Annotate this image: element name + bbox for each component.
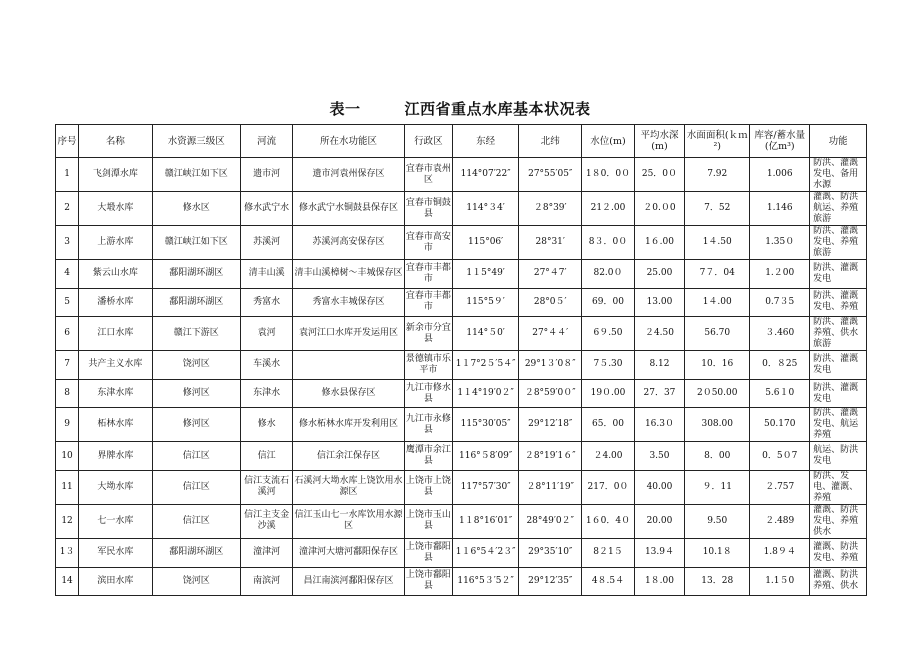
cell-longitude: 114°07′22″	[453, 158, 519, 192]
cell-index: 10	[56, 442, 79, 471]
cell-avg-depth: 20.00	[634, 504, 684, 538]
table-row	[56, 226, 867, 260]
cell-capacity: 1.8９４	[750, 538, 810, 567]
cell-avg-depth: 25.00	[634, 260, 684, 289]
cell-river: 遗市河	[240, 158, 293, 192]
cell-admin-region: 九江市修水县	[404, 379, 452, 408]
cell-longitude: 114°３4′	[453, 192, 519, 226]
cell-surface-area: 13．28	[685, 567, 750, 596]
cell-surface-area: ９．11	[685, 470, 750, 504]
cell-capacity: 0．８25	[750, 351, 810, 380]
cell-avg-depth: ２4.50	[634, 317, 684, 351]
table-row	[56, 351, 867, 380]
cell-function: 灌溉、防洪养殖、供水	[810, 567, 867, 596]
cell-function-zone: 昌江南滨河鄱阳保存区	[293, 567, 404, 596]
cell-function-zone: 袁河江口水库开发运用区	[293, 317, 404, 351]
cell-index: 5	[56, 288, 79, 317]
cell-river: 信江主支金沙溪	[240, 504, 293, 538]
cell-surface-area: 9.50	[685, 504, 750, 538]
cell-function-zone: 修水县保存区	[293, 379, 404, 408]
table-row	[56, 538, 867, 567]
cell-river: 信江支流石溪河	[240, 470, 293, 504]
cell-function: 灌溉、防洪发电、养殖供水	[810, 504, 867, 538]
cell-index: 8	[56, 379, 79, 408]
cell-admin-region: 上饶市玉山县	[404, 504, 452, 538]
cell-admin-region: 上饶市鄱阳县	[404, 567, 452, 596]
cell-water-region: 赣江峡江如下区	[152, 226, 240, 260]
cell-function: 防洪、灌溉发电、养殖	[810, 288, 867, 317]
table-row	[56, 288, 867, 317]
cell-avg-depth: 27．37	[634, 379, 684, 408]
cell-function: 防洪、灌溉发电、备用水源	[810, 158, 867, 192]
cell-index: 14	[56, 567, 79, 596]
header-water-level: 水位(m)	[582, 125, 635, 158]
table-row	[56, 442, 867, 471]
cell-surface-area: 1４.50	[685, 226, 750, 260]
table-row	[56, 504, 867, 538]
cell-longitude: 115°30′05″	[453, 408, 519, 442]
cell-function: 防洪、灌溉发电	[810, 379, 867, 408]
cell-latitude: 28°49′0２″	[519, 504, 582, 538]
cell-river: 修水武宁水	[240, 192, 293, 226]
cell-surface-area: 7７．04	[685, 260, 750, 289]
cell-water-level: 8２1５	[582, 538, 635, 567]
cell-admin-region: 鹰潭市余江县	[404, 442, 452, 471]
cell-name: 东津水库	[79, 379, 153, 408]
cell-function: 防洪、灌溉发电、养殖旅游	[810, 226, 867, 260]
cell-latitude: ２8°11′19″	[519, 470, 582, 504]
cell-avg-depth: 25．0０	[634, 158, 684, 192]
header-admin-region: 行政区	[404, 125, 452, 158]
cell-water-level: 7５.30	[582, 351, 635, 380]
header-function: 功能	[810, 125, 867, 158]
cell-capacity: 1.1５0	[750, 567, 810, 596]
cell-water-level: 6９.50	[582, 317, 635, 351]
cell-admin-region: 上饶市鄱阳县	[404, 538, 452, 567]
cell-name: 七一水库	[79, 504, 153, 538]
cell-water-region: 鄱阳湖环湖区	[152, 260, 240, 289]
cell-index: 1３	[56, 538, 79, 567]
cell-water-region: 饶河区	[152, 567, 240, 596]
cell-capacity: ２.757	[750, 470, 810, 504]
cell-name: 共产主义水库	[79, 351, 153, 380]
cell-function-zone: 修水武宁水铜鼓县保存区	[293, 192, 404, 226]
cell-surface-area: 2０50.00	[685, 379, 750, 408]
cell-latitude: 27°４7′	[519, 260, 582, 289]
cell-avg-depth: 13.9４	[634, 538, 684, 567]
header-name: 名称	[79, 125, 153, 158]
cell-name: 上游水库	[79, 226, 153, 260]
cell-latitude: 27°55′05″	[519, 158, 582, 192]
cell-river: 信江	[240, 442, 293, 471]
cell-admin-region: 九江市永修县	[404, 408, 452, 442]
cell-water-region: 信江区	[152, 470, 240, 504]
cell-name: 界牌水库	[79, 442, 153, 471]
cell-water-region: 信江区	[152, 504, 240, 538]
cell-function-zone: 石溪河大坳水库上饶饮用水源区	[293, 470, 404, 504]
cell-water-level: 65．00	[582, 408, 635, 442]
cell-longitude: 1１8°16′01″	[453, 504, 519, 538]
cell-capacity: 1.２00	[750, 260, 810, 289]
cell-name: 柘林水库	[79, 408, 153, 442]
cell-function: 防洪、发电、灌溉、养殖	[810, 470, 867, 504]
table-row	[56, 317, 867, 351]
cell-name: 江口水库	[79, 317, 153, 351]
cell-name: 大坳水库	[79, 470, 153, 504]
cell-latitude: 29°12′18″	[519, 408, 582, 442]
cell-water-region: 修河区	[152, 379, 240, 408]
cell-surface-area: 7.92	[685, 158, 750, 192]
table-number: 表一	[329, 100, 361, 118]
header-water-region: 水资源三级区	[152, 125, 240, 158]
cell-function-zone: 潼津河大塘河鄱阳保存区	[293, 538, 404, 567]
cell-name: 潘桥水库	[79, 288, 153, 317]
header-longitude: 东经	[453, 125, 519, 158]
cell-admin-region: 上饶市上饶县	[404, 470, 452, 504]
cell-function: 灌溉、防洪航运、养殖旅游	[810, 192, 867, 226]
reservoir-table	[55, 124, 867, 596]
table-row	[56, 260, 867, 289]
cell-water-region: 赣江下游区	[152, 317, 240, 351]
cell-index: 11	[56, 470, 79, 504]
cell-longitude: 116°5３′5２″	[453, 567, 519, 596]
cell-water-region: 鄱阳湖环湖区	[152, 538, 240, 567]
cell-longitude: 115°5９′	[453, 288, 519, 317]
cell-surface-area: 10．16	[685, 351, 750, 380]
cell-function-zone: 信江余江保存区	[293, 442, 404, 471]
cell-water-level: 1８0．0０	[582, 158, 635, 192]
cell-capacity: 1.006	[750, 158, 810, 192]
cell-admin-region: 新余市分宜县	[404, 317, 452, 351]
cell-river: 苏溪河	[240, 226, 293, 260]
cell-name: 军民水库	[79, 538, 153, 567]
cell-function-zone: 修水柘林水库开发利用区	[293, 408, 404, 442]
cell-admin-region: 宜春市丰都市	[404, 260, 452, 289]
cell-river: 秀富水	[240, 288, 293, 317]
cell-water-region: 信江区	[152, 442, 240, 471]
table-row	[56, 379, 867, 408]
cell-river: 修水	[240, 408, 293, 442]
cell-latitude: 27°４４′	[519, 317, 582, 351]
cell-avg-depth: ２0.０0	[634, 192, 684, 226]
cell-avg-depth: 3.50	[634, 442, 684, 471]
cell-avg-depth: 1８.00	[634, 567, 684, 596]
cell-function: 防洪、灌溉发电	[810, 351, 867, 380]
cell-water-level: 8３．0０	[582, 226, 635, 260]
header-latitude: 北纬	[519, 125, 582, 158]
cell-function: 防洪、灌溉发电、航运养殖	[810, 408, 867, 442]
table-body	[56, 158, 867, 596]
cell-river: 南滨河	[240, 567, 293, 596]
cell-latitude: ２8°59′0０″	[519, 379, 582, 408]
cell-longitude: 116°５8′09″	[453, 442, 519, 471]
table-row	[56, 408, 867, 442]
cell-river: 东津水	[240, 379, 293, 408]
cell-water-level: ２4.00	[582, 442, 635, 471]
cell-function-zone: 遗市河袁州保存区	[293, 158, 404, 192]
cell-admin-region: 宜春市袁州区	[404, 158, 452, 192]
cell-index: 6	[56, 317, 79, 351]
cell-index: 3	[56, 226, 79, 260]
cell-surface-area: 56.70	[685, 317, 750, 351]
cell-latitude: 29°35′10″	[519, 538, 582, 567]
table-header-row	[56, 125, 867, 158]
cell-index: 4	[56, 260, 79, 289]
cell-water-region: 鄱阳湖环湖区	[152, 288, 240, 317]
cell-water-level: 4８.5４	[582, 567, 635, 596]
header-river: 河流	[240, 125, 293, 158]
cell-river: 清丰山溪	[240, 260, 293, 289]
cell-name: 大塅水库	[79, 192, 153, 226]
header-index: 序号	[56, 125, 79, 158]
cell-capacity: 1.35０	[750, 226, 810, 260]
cell-index: 2	[56, 192, 79, 226]
cell-longitude: 117°57′30″	[453, 470, 519, 504]
cell-capacity: 50.170	[750, 408, 810, 442]
header-surface-area: 水面面积(ｋｍ²)	[685, 125, 750, 158]
cell-water-region: 修水区	[152, 192, 240, 226]
cell-river: 车溪水	[240, 351, 293, 380]
cell-water-region: 修河区	[152, 408, 240, 442]
cell-function: 航运、防洪发电	[810, 442, 867, 471]
cell-function-zone: 清丰山溪樟树～丰城保存区	[293, 260, 404, 289]
cell-index: 1	[56, 158, 79, 192]
cell-index: 7	[56, 351, 79, 380]
cell-index: 12	[56, 504, 79, 538]
cell-latitude: 29°1３′0８″	[519, 351, 582, 380]
header-function-zone: 所在水功能区	[293, 125, 404, 158]
cell-water-level: 21２.00	[582, 192, 635, 226]
cell-capacity: ３.460	[750, 317, 810, 351]
cell-function-zone: 苏溪河高安保存区	[293, 226, 404, 260]
cell-latitude: ２8°19′1６″	[519, 442, 582, 471]
cell-function-zone: 信江玉山七一水库饮用水源区	[293, 504, 404, 538]
cell-water-level: 217．0０	[582, 470, 635, 504]
cell-longitude: 1１7°2５′5４″	[453, 351, 519, 380]
cell-admin-region: 宜春市高安市	[404, 226, 452, 260]
cell-surface-area: 308.00	[685, 408, 750, 442]
cell-admin-region: 宜春市铜鼓县	[404, 192, 452, 226]
cell-index: 9	[56, 408, 79, 442]
cell-capacity: 0.7３5	[750, 288, 810, 317]
cell-longitude: 1１5°49′	[453, 260, 519, 289]
cell-name: 滨田水库	[79, 567, 153, 596]
cell-avg-depth: 13.00	[634, 288, 684, 317]
cell-admin-region: 宜春市丰都市	[404, 288, 452, 317]
cell-avg-depth: 1６.00	[634, 226, 684, 260]
cell-admin-region: 景德镇市乐平市	[404, 351, 452, 380]
cell-avg-depth: 40.00	[634, 470, 684, 504]
cell-water-level: 19０.00	[582, 379, 635, 408]
cell-water-region: 饶河区	[152, 351, 240, 380]
cell-avg-depth: 16.3０	[634, 408, 684, 442]
cell-surface-area: 10.1８	[685, 538, 750, 567]
cell-latitude: 29°12′35″	[519, 567, 582, 596]
cell-latitude: 28°0５′	[519, 288, 582, 317]
cell-capacity: 5.6１0	[750, 379, 810, 408]
table-row	[56, 470, 867, 504]
page-title	[0, 98, 920, 120]
cell-capacity: 0．5０7	[750, 442, 810, 471]
cell-function: 防洪、灌溉养殖、供水旅游	[810, 317, 867, 351]
cell-latitude: ２8°39′	[519, 192, 582, 226]
header-avg-depth: 平均水深(m)	[634, 125, 684, 158]
cell-capacity: ２.489	[750, 504, 810, 538]
cell-function-zone	[293, 351, 404, 380]
cell-longitude: 115°06′	[453, 226, 519, 260]
cell-function: 防洪、灌溉发电	[810, 260, 867, 289]
cell-longitude: 114°５0′	[453, 317, 519, 351]
table-row	[56, 192, 867, 226]
cell-water-level: 1６0．4０	[582, 504, 635, 538]
cell-water-region: 赣江峡江如下区	[152, 158, 240, 192]
cell-surface-area: 7．52	[685, 192, 750, 226]
cell-longitude: 1１6°5４′2３″	[453, 538, 519, 567]
table-row	[56, 567, 867, 596]
cell-function-zone: 秀富水丰城保存区	[293, 288, 404, 317]
table-title: 江西省重点水库基本状况表	[404, 100, 591, 118]
cell-surface-area: 1４.00	[685, 288, 750, 317]
cell-latitude: 28°31′	[519, 226, 582, 260]
cell-water-level: 69．00	[582, 288, 635, 317]
cell-surface-area: 8．00	[685, 442, 750, 471]
table-row	[56, 158, 867, 192]
cell-name: 紫云山水库	[79, 260, 153, 289]
cell-water-level: 82.0０	[582, 260, 635, 289]
cell-river: 袁河	[240, 317, 293, 351]
cell-river: 潼津河	[240, 538, 293, 567]
header-capacity: 库容/蓄水量(亿m³)	[750, 125, 810, 158]
cell-name: 飞剑潭水库	[79, 158, 153, 192]
cell-function: 灌溉、防洪发电、养殖	[810, 538, 867, 567]
cell-capacity: 1.146	[750, 192, 810, 226]
cell-longitude: 1１4°19′0２″	[453, 379, 519, 408]
cell-avg-depth: 8.12	[634, 351, 684, 380]
